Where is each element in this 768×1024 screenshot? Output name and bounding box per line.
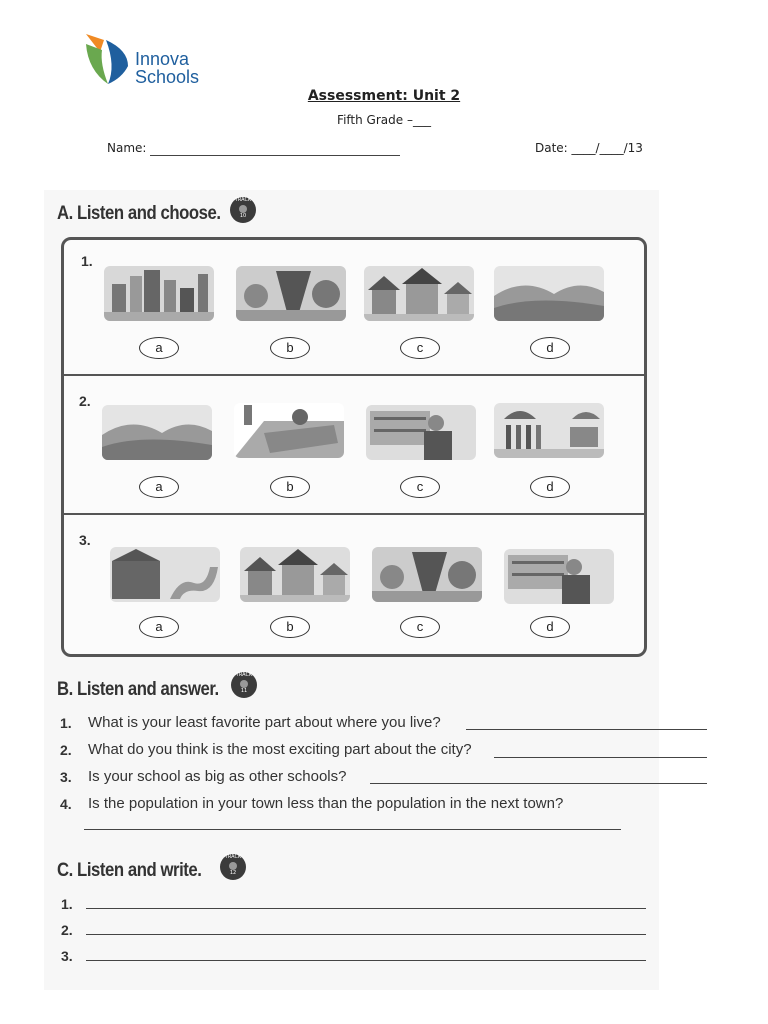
construction-worker-picture xyxy=(504,549,614,604)
question-number: 2. xyxy=(60,742,72,758)
tornado-storm-picture xyxy=(236,266,346,321)
option-c[interactable]: c xyxy=(400,337,440,359)
track-icon xyxy=(231,672,257,698)
houses-street-picture xyxy=(364,266,474,321)
logo-text xyxy=(135,50,199,86)
question-text: Is your school as big as other schools? xyxy=(88,768,347,785)
name-field[interactable] xyxy=(150,155,400,156)
option-b[interactable]: b xyxy=(270,616,310,638)
write-line[interactable] xyxy=(86,934,646,935)
logo-text-line1: Innova xyxy=(135,49,190,69)
answer-line[interactable] xyxy=(370,783,707,784)
question-number: 1. xyxy=(60,715,72,731)
track-icon xyxy=(230,197,256,223)
logo-text-line2: Schools xyxy=(135,67,200,87)
line-number: 2. xyxy=(61,922,73,938)
question-number: 3. xyxy=(60,769,72,785)
option-c[interactable]: c xyxy=(400,476,440,498)
page-title: Assessment: Unit 2 xyxy=(307,88,461,104)
boy-in-bed-picture xyxy=(234,403,344,458)
question-text: Is the population in your town less than the population in the next town? xyxy=(88,795,564,812)
section-a-heading: A. Listen and choose. xyxy=(57,203,221,224)
green-hills-picture xyxy=(494,266,604,321)
line-number: 3. xyxy=(61,948,73,964)
track-number: 10 xyxy=(239,213,247,219)
question-text: What is your least favorite part about where you live? xyxy=(88,714,441,731)
option-b[interactable]: b xyxy=(270,337,310,359)
track-icon xyxy=(220,854,246,880)
grade-label: Fifth Grade –___ xyxy=(337,113,431,127)
track-number: 12 xyxy=(229,870,237,876)
section-b-heading: B. Listen and answer. xyxy=(57,679,219,700)
date-field[interactable]: Date: ____/____/13 xyxy=(535,141,643,155)
option-b[interactable]: b xyxy=(270,476,310,498)
answer-line[interactable] xyxy=(466,729,707,730)
row-divider xyxy=(61,374,647,376)
answer-line[interactable] xyxy=(84,829,621,830)
option-a[interactable]: a xyxy=(139,476,179,498)
tornado-storm-picture xyxy=(372,547,482,602)
green-hills-picture xyxy=(102,405,212,460)
option-c[interactable]: c xyxy=(400,616,440,638)
line-number: 1. xyxy=(61,896,73,912)
track-label: TRACK xyxy=(224,854,242,860)
section-c-heading: C. Listen and write. xyxy=(57,860,202,881)
write-line[interactable] xyxy=(86,960,646,961)
option-a[interactable]: a xyxy=(139,337,179,359)
row-number: 1. xyxy=(81,253,93,269)
answer-line[interactable] xyxy=(494,757,707,758)
option-d[interactable]: d xyxy=(530,476,570,498)
row-divider xyxy=(61,513,647,515)
track-label: TRACK xyxy=(234,197,252,203)
construction-worker-picture xyxy=(366,405,476,460)
row-number: 3. xyxy=(79,532,91,548)
track-label: TRACK xyxy=(235,672,253,678)
question-text: What do you think is the most exciting part about the city? xyxy=(88,741,472,758)
option-a[interactable]: a xyxy=(139,616,179,638)
city-buildings-picture xyxy=(104,266,214,321)
track-number: 11 xyxy=(240,688,248,694)
row-number: 2. xyxy=(79,393,91,409)
option-d[interactable]: d xyxy=(530,337,570,359)
write-line[interactable] xyxy=(86,908,646,909)
houses-street-picture xyxy=(240,547,350,602)
question-number: 4. xyxy=(60,796,72,812)
market-stalls-picture xyxy=(494,403,604,458)
option-d[interactable]: d xyxy=(530,616,570,638)
name-label: Name: xyxy=(107,141,147,155)
building-and-road-picture xyxy=(110,547,220,602)
